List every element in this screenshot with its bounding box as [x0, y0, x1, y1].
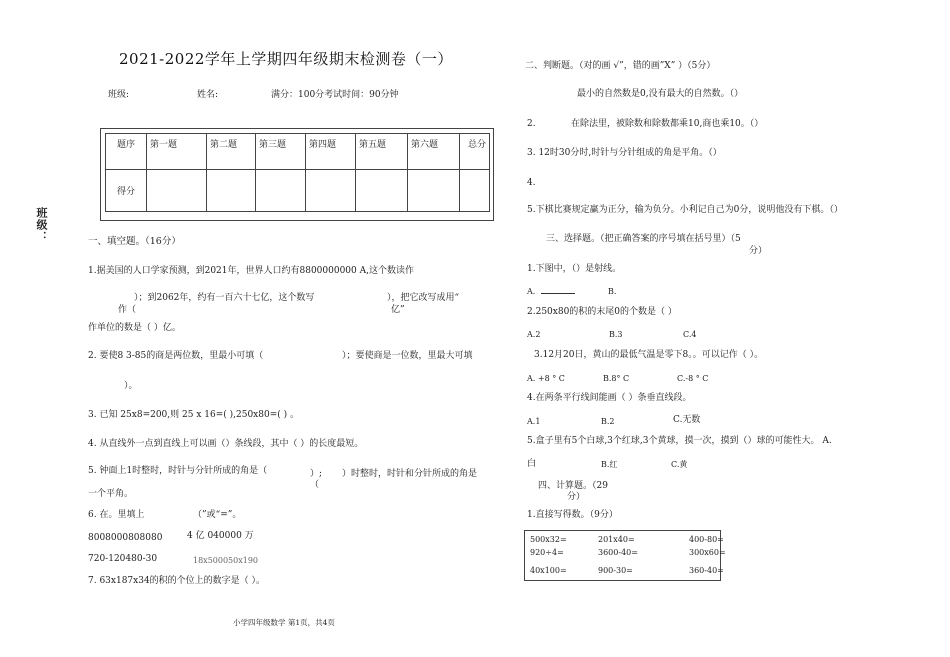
- judgment-5: 5.下棋比赛规定赢为正分，输为负分。小利记自己为0分，说明他没有下棋。（）: [527, 205, 843, 215]
- question-7: 7. 63x187x34的积的个位上的数字是（ ）。: [88, 576, 266, 586]
- question-1-line2: ）；到2062年，约有一百六十七亿，这个数写: [134, 293, 315, 303]
- score-cell[interactable]: [408, 170, 460, 212]
- name-label: 姓名:: [197, 90, 219, 100]
- question-2-line2: ）。: [124, 381, 138, 391]
- calc-item: 360-40=: [689, 566, 724, 575]
- judgment-2: 在除法里，被除数和除数都乘10,商也乘10。（）: [571, 119, 764, 129]
- score-header: 第五题: [356, 134, 408, 170]
- choice-5-b: B.红: [601, 460, 618, 469]
- section-calc-title-2: 分）: [567, 492, 586, 502]
- section-judgment-title: 二、判断题。（对的画 √”，错的画”X” ）（5分）: [525, 61, 716, 71]
- ray-figure: [541, 293, 575, 294]
- choice-4-a: A.1: [527, 417, 541, 426]
- judgment-4: 4.: [527, 178, 536, 188]
- side-class-label: 班级：: [35, 207, 48, 243]
- calc-table: [524, 530, 726, 581]
- score-table: [105, 133, 490, 212]
- choice-2-a: A.2: [527, 330, 541, 339]
- question-5d: （: [310, 480, 320, 490]
- choice-3-c: C.-8 ° C: [677, 374, 709, 383]
- calc-item: 300x60=: [689, 548, 726, 557]
- choice-3-a: A. +8 ° C: [527, 374, 565, 383]
- score-header: 第三题: [256, 134, 306, 170]
- section-choice-title-2: 分）: [749, 246, 768, 256]
- score-header: 总分: [460, 134, 490, 170]
- section-fill-in-title: 一、填空题。（16分）: [88, 236, 181, 247]
- choice-5-c: C.黄: [671, 460, 688, 469]
- question-4: 4. 从直线外一点到直线上可以画（）条线段，其中（ ）的长度最短。: [88, 439, 364, 449]
- calc-item: 400-80=: [689, 535, 724, 544]
- question-6-item2b: 18x500050x190: [193, 556, 259, 565]
- score-cell[interactable]: [306, 170, 356, 212]
- calc-item: 201x40=: [598, 535, 635, 544]
- question-1-line4: 作单位的数是（ ）亿。: [88, 323, 181, 333]
- choice-1-b: B.: [608, 287, 617, 296]
- score-header: 第二题: [207, 134, 256, 170]
- choice-2-b: B.3: [609, 330, 623, 339]
- score-header: 题序: [106, 134, 147, 170]
- page-footer: 小学四年级数学 第1页，共4页: [233, 618, 335, 627]
- choice-4-c: C.无数: [673, 415, 701, 425]
- question-2b: ）；要使商是一位数，里最大可填: [342, 351, 473, 361]
- question-6-item1a: 8008000808080: [88, 533, 163, 543]
- question-5c: ）时整时，时针和分针所成的角是: [342, 469, 478, 479]
- choice-4: 4.在两条平行线间能画（ ）条垂直线段。: [527, 393, 692, 403]
- question-5b: ）;: [310, 469, 323, 479]
- question-1: 1.据美国的人口学家预测，到2021年，世界人口约有8800000000 A,这个数读作: [88, 266, 414, 276]
- question-3: 3. 已知 25x8=200,则 25 x 16=( ),250x80=( ) 。: [88, 410, 299, 420]
- question-1-line2b: ），把它改写成用“: [387, 293, 460, 303]
- judgment-2-num: 2.: [527, 119, 536, 129]
- question-5-line2: 一个平角。: [88, 489, 134, 499]
- score-cell[interactable]: [356, 170, 408, 212]
- question-1-line3a: 作（: [118, 305, 137, 315]
- score-cell[interactable]: [256, 170, 306, 212]
- choice-5: 5.盒子里有5个白球,3个红球,3个黄球，摸一次，摸到（）球的可能性大。 A.: [527, 436, 832, 446]
- choice-3: 3.12月20日，黄山的最低气温是零下8。。可以记作（ ）。: [534, 350, 764, 360]
- question-5: 5. 钟面上1时整时，时针与分针所成的角是（: [88, 466, 268, 476]
- score-cell[interactable]: [147, 170, 207, 212]
- score-header: 第四题: [306, 134, 356, 170]
- score-header: 第六题: [408, 134, 460, 170]
- score-header: 第一题: [147, 134, 207, 170]
- judgment-3: 3. 12时30分时,时针与分针组成的角是平角。（）: [527, 148, 722, 158]
- choice-1-a: A.: [527, 287, 536, 296]
- question-6-item2a: 720-120480-30: [88, 554, 158, 564]
- choice-5-a: 白: [527, 459, 537, 469]
- choice-2-c: C.4: [683, 330, 697, 339]
- question-1-line3b: 亿”: [391, 305, 405, 315]
- choice-2: 2.250x80的积的末尾0的个数是（ ）: [527, 307, 677, 317]
- score-time: 满分：100分考试时间：90分钟: [271, 90, 399, 100]
- calc-item: 900-30=: [598, 566, 633, 575]
- choice-4-b: B.2: [601, 417, 615, 426]
- choice-3-b: B.8° C: [603, 374, 630, 383]
- calc-1: 1.直接写得数。（9分）: [527, 510, 618, 520]
- score-cell[interactable]: [460, 170, 490, 212]
- class-label: 班级:: [108, 90, 130, 100]
- score-cell[interactable]: [207, 170, 256, 212]
- section-calc-title: 四、计算题。（29: [538, 481, 608, 491]
- choice-1: 1.下图中，（）是射线。: [527, 264, 622, 274]
- question-6b: （”或“=”。: [193, 510, 242, 520]
- judgment-1: 最小的自然数是0,没有最大的自然数。（）: [577, 89, 744, 99]
- calc-item: 40x100=: [530, 566, 567, 575]
- section-choice-title: 三、选择题。（把正确答案的序号填在括号里）（5: [546, 234, 741, 244]
- score-row-label: 得分: [106, 170, 147, 212]
- calc-item: 3600-40=: [598, 548, 638, 557]
- question-6: 6. 在。里填上: [88, 510, 145, 520]
- question-6-item1b: 4 亿 040000 万: [187, 531, 254, 541]
- page-title: 2021-2022学年上学期四年级期末检测卷（一）: [119, 50, 453, 68]
- question-2: 2. 要使8 3-85的商是两位数，里最小可填（: [88, 351, 264, 361]
- calc-item: 920÷4=: [530, 548, 564, 557]
- calc-item: 500x32=: [530, 535, 567, 544]
